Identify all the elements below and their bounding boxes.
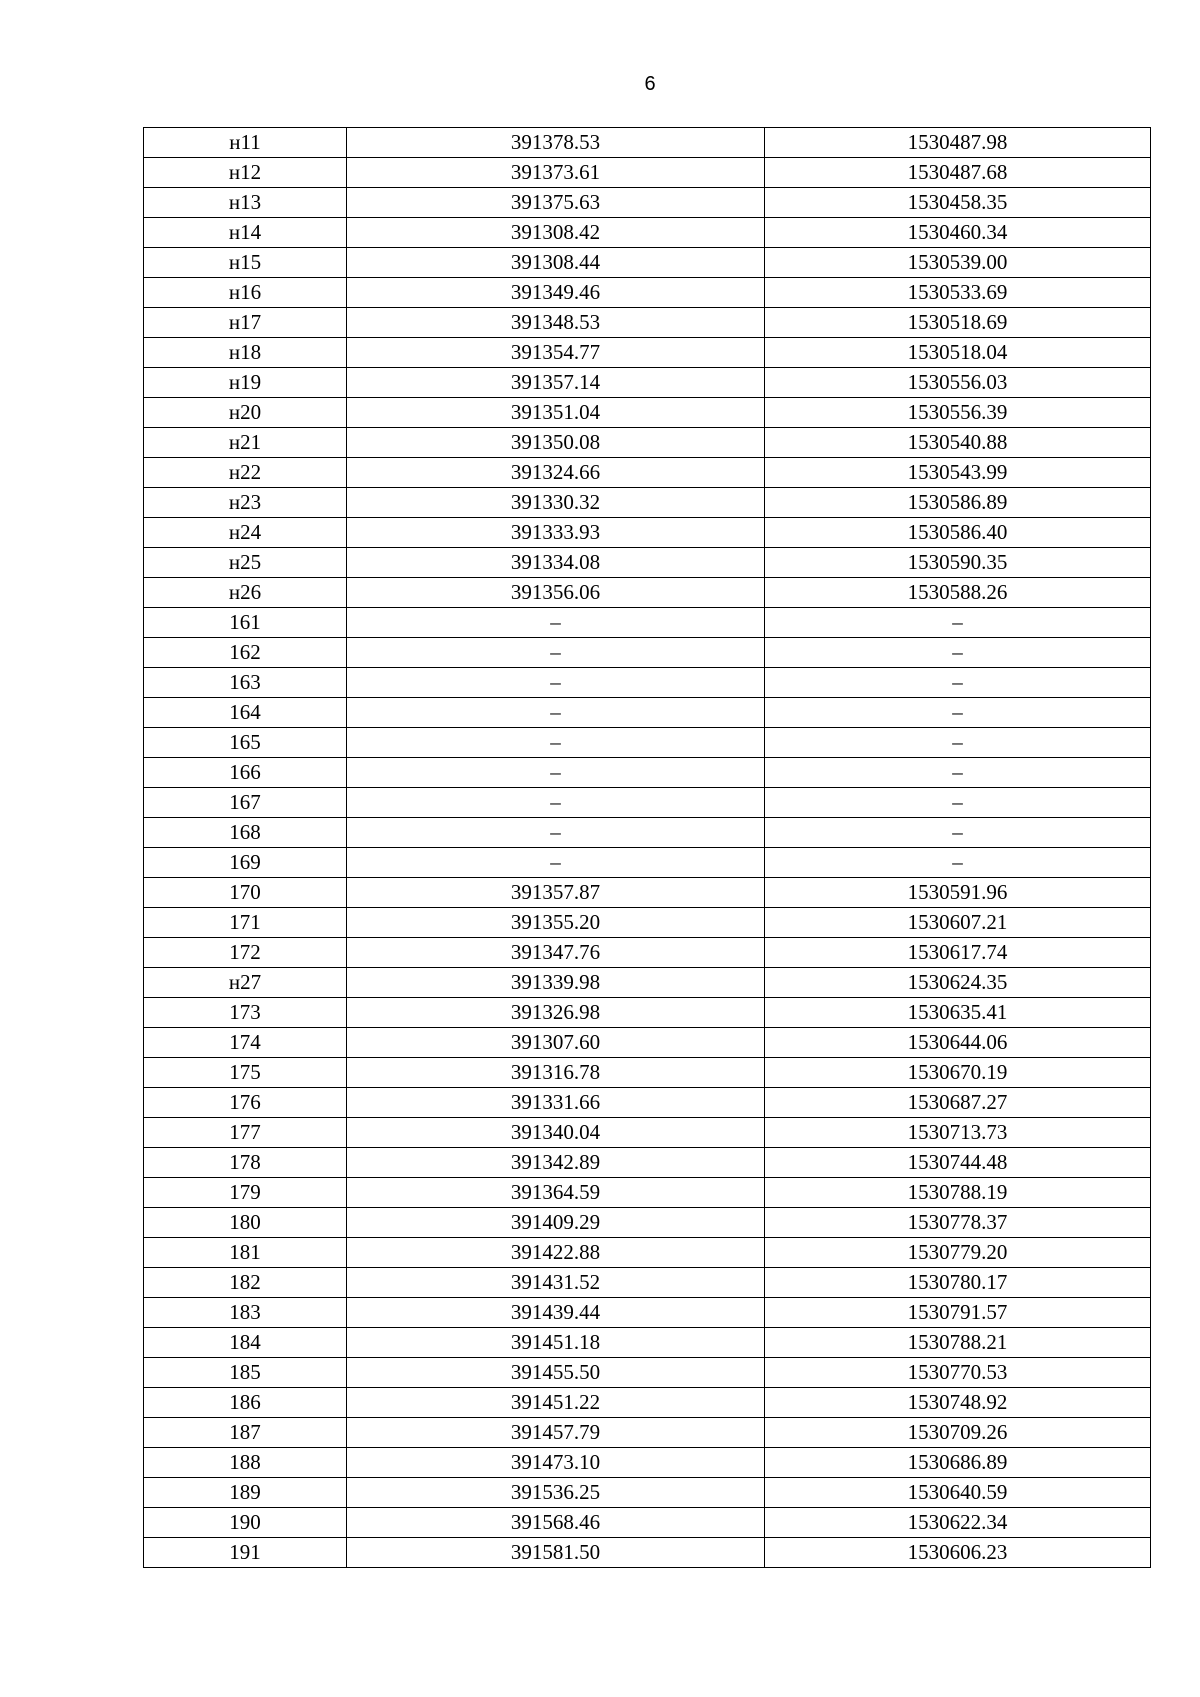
x-coordinate-cell: 391457.79 [347,1418,765,1448]
table-row [144,1238,1151,1268]
table-row [144,698,1151,728]
y-coordinate-cell: – [765,638,1151,668]
point-number-cell: 175 [144,1058,347,1088]
y-coordinate-cell: 1530588.26 [765,578,1151,608]
x-coordinate-cell: 391331.66 [347,1088,765,1118]
y-coordinate-cell: 1530788.19 [765,1178,1151,1208]
y-coordinate-cell: 1530624.35 [765,968,1151,998]
table-row [144,938,1151,968]
coordinates-table [143,127,1151,1568]
table-row [144,428,1151,458]
x-coordinate-cell: 391422.88 [347,1238,765,1268]
table-row [144,848,1151,878]
table-row [144,1358,1151,1388]
point-number-cell: 162 [144,638,347,668]
y-coordinate-cell: 1530487.68 [765,158,1151,188]
table-row [144,788,1151,818]
y-coordinate-cell: 1530779.20 [765,1238,1151,1268]
point-number-cell: 163 [144,668,347,698]
y-coordinate-cell: 1530635.41 [765,998,1151,1028]
point-number-cell: 177 [144,1118,347,1148]
y-coordinate-cell: 1530556.39 [765,398,1151,428]
table-row [144,308,1151,338]
point-number-cell: 187 [144,1418,347,1448]
y-coordinate-cell: – [765,698,1151,728]
point-number-cell: 161 [144,608,347,638]
x-coordinate-cell: 391455.50 [347,1358,765,1388]
x-coordinate-cell: 391340.04 [347,1118,765,1148]
table-row [144,1148,1151,1178]
y-coordinate-cell: 1530622.34 [765,1508,1151,1538]
table-row [144,638,1151,668]
y-coordinate-cell: 1530556.03 [765,368,1151,398]
x-coordinate-cell: 391308.42 [347,218,765,248]
x-coordinate-cell: – [347,818,765,848]
point-number-cell: 170 [144,878,347,908]
table-row [144,1418,1151,1448]
point-number-cell: н27 [144,968,347,998]
y-coordinate-cell: – [765,818,1151,848]
x-coordinate-cell: 391373.61 [347,158,765,188]
table-row [144,458,1151,488]
y-coordinate-cell: 1530518.04 [765,338,1151,368]
point-number-cell: 165 [144,728,347,758]
point-number-cell: н26 [144,578,347,608]
point-number-cell: 186 [144,1388,347,1418]
x-coordinate-cell: 391342.89 [347,1148,765,1178]
x-coordinate-cell: 391349.46 [347,278,765,308]
x-coordinate-cell: 391333.93 [347,518,765,548]
table-row [144,968,1151,998]
table-row [144,548,1151,578]
point-number-cell: 191 [144,1538,347,1568]
table-row [144,1118,1151,1148]
x-coordinate-cell: 391334.08 [347,548,765,578]
point-number-cell: 178 [144,1148,347,1178]
table-row [144,218,1151,248]
table-row [144,878,1151,908]
x-coordinate-cell: – [347,728,765,758]
y-coordinate-cell: 1530686.89 [765,1448,1151,1478]
x-coordinate-cell: – [347,788,765,818]
x-coordinate-cell: 391354.77 [347,338,765,368]
x-coordinate-cell: 391431.52 [347,1268,765,1298]
y-coordinate-cell: 1530606.23 [765,1538,1151,1568]
table-row [144,518,1151,548]
y-coordinate-cell: 1530617.74 [765,938,1151,968]
point-number-cell: 168 [144,818,347,848]
page-number: 6 [644,73,656,95]
table-row [144,1088,1151,1118]
x-coordinate-cell: 391316.78 [347,1058,765,1088]
y-coordinate-cell: 1530644.06 [765,1028,1151,1058]
y-coordinate-cell: 1530586.40 [765,518,1151,548]
table-row [144,728,1151,758]
table-row [144,908,1151,938]
x-coordinate-cell: 391307.60 [347,1028,765,1058]
x-coordinate-cell: 391357.87 [347,878,765,908]
point-number-cell: 183 [144,1298,347,1328]
table-row [144,128,1151,158]
table-row [144,668,1151,698]
table-row [144,368,1151,398]
x-coordinate-cell: 391308.44 [347,248,765,278]
x-coordinate-cell: 391339.98 [347,968,765,998]
point-number-cell: 173 [144,998,347,1028]
table-row [144,1028,1151,1058]
table-row [144,758,1151,788]
y-coordinate-cell: 1530791.57 [765,1298,1151,1328]
y-coordinate-cell: 1530778.37 [765,1208,1151,1238]
point-number-cell: 171 [144,908,347,938]
point-number-cell: н12 [144,158,347,188]
x-coordinate-cell: 391364.59 [347,1178,765,1208]
x-coordinate-cell: 391409.29 [347,1208,765,1238]
y-coordinate-cell: 1530460.34 [765,218,1151,248]
table-row [144,1208,1151,1238]
x-coordinate-cell: – [347,668,765,698]
point-number-cell: 182 [144,1268,347,1298]
y-coordinate-cell: 1530590.35 [765,548,1151,578]
point-number-cell: 166 [144,758,347,788]
table-row [144,1478,1151,1508]
point-number-cell: н15 [144,248,347,278]
y-coordinate-cell: 1530539.00 [765,248,1151,278]
x-coordinate-cell: 391473.10 [347,1448,765,1478]
y-coordinate-cell: 1530518.69 [765,308,1151,338]
y-coordinate-cell: – [765,758,1151,788]
point-number-cell: н13 [144,188,347,218]
table-row [144,1178,1151,1208]
point-number-cell: 176 [144,1088,347,1118]
table-row [144,1508,1151,1538]
point-number-cell: н18 [144,338,347,368]
x-coordinate-cell: 391350.08 [347,428,765,458]
y-coordinate-cell: 1530670.19 [765,1058,1151,1088]
point-number-cell: н22 [144,458,347,488]
x-coordinate-cell: 391356.06 [347,578,765,608]
y-coordinate-cell: – [765,668,1151,698]
x-coordinate-cell: – [347,638,765,668]
point-number-cell: н14 [144,218,347,248]
y-coordinate-cell: – [765,848,1151,878]
x-coordinate-cell: – [347,848,765,878]
table-row [144,488,1151,518]
point-number-cell: 190 [144,1508,347,1538]
x-coordinate-cell: – [347,608,765,638]
coordinates-table-body [144,128,1151,1568]
x-coordinate-cell: 391326.98 [347,998,765,1028]
x-coordinate-cell: 391347.76 [347,938,765,968]
point-number-cell: н23 [144,488,347,518]
y-coordinate-cell: – [765,788,1151,818]
x-coordinate-cell: 391351.04 [347,398,765,428]
table-row [144,188,1151,218]
table-row [144,608,1151,638]
point-number-cell: 169 [144,848,347,878]
table-row [144,578,1151,608]
table-row [144,1298,1151,1328]
y-coordinate-cell: – [765,608,1151,638]
x-coordinate-cell: 391324.66 [347,458,765,488]
table-row [144,1058,1151,1088]
y-coordinate-cell: – [765,728,1151,758]
y-coordinate-cell: 1530586.89 [765,488,1151,518]
table-row [144,158,1151,188]
x-coordinate-cell: 391581.50 [347,1538,765,1568]
y-coordinate-cell: 1530713.73 [765,1118,1151,1148]
point-number-cell: н21 [144,428,347,458]
x-coordinate-cell: 391439.44 [347,1298,765,1328]
point-number-cell: н25 [144,548,347,578]
y-coordinate-cell: 1530487.98 [765,128,1151,158]
x-coordinate-cell: 391375.63 [347,188,765,218]
point-number-cell: 184 [144,1328,347,1358]
point-number-cell: н17 [144,308,347,338]
table-row [144,248,1151,278]
x-coordinate-cell: 391378.53 [347,128,765,158]
y-coordinate-cell: 1530744.48 [765,1148,1151,1178]
table-row [144,1388,1151,1418]
table-row [144,1328,1151,1358]
point-number-cell: 179 [144,1178,347,1208]
x-coordinate-cell: 391536.25 [347,1478,765,1508]
table-row [144,338,1151,368]
y-coordinate-cell: 1530788.21 [765,1328,1151,1358]
y-coordinate-cell: 1530770.53 [765,1358,1151,1388]
table-row [144,1538,1151,1568]
point-number-cell: 174 [144,1028,347,1058]
point-number-cell: н20 [144,398,347,428]
point-number-cell: 167 [144,788,347,818]
table-row [144,818,1151,848]
y-coordinate-cell: 1530458.35 [765,188,1151,218]
point-number-cell: 164 [144,698,347,728]
table-row [144,1448,1151,1478]
point-number-cell: 180 [144,1208,347,1238]
x-coordinate-cell: 391330.32 [347,488,765,518]
y-coordinate-cell: 1530748.92 [765,1388,1151,1418]
y-coordinate-cell: 1530780.17 [765,1268,1151,1298]
x-coordinate-cell: – [347,758,765,788]
y-coordinate-cell: 1530607.21 [765,908,1151,938]
point-number-cell: 181 [144,1238,347,1268]
x-coordinate-cell: 391568.46 [347,1508,765,1538]
y-coordinate-cell: 1530640.59 [765,1478,1151,1508]
point-number-cell: н24 [144,518,347,548]
point-number-cell: 185 [144,1358,347,1388]
point-number-cell: 189 [144,1478,347,1508]
point-number-cell: н19 [144,368,347,398]
y-coordinate-cell: 1530533.69 [765,278,1151,308]
table-row [144,398,1151,428]
y-coordinate-cell: 1530687.27 [765,1088,1151,1118]
table-row [144,998,1151,1028]
x-coordinate-cell: 391348.53 [347,308,765,338]
x-coordinate-cell: – [347,698,765,728]
x-coordinate-cell: 391355.20 [347,908,765,938]
y-coordinate-cell: 1530591.96 [765,878,1151,908]
x-coordinate-cell: 391357.14 [347,368,765,398]
point-number-cell: 172 [144,938,347,968]
point-number-cell: н11 [144,128,347,158]
point-number-cell: 188 [144,1448,347,1478]
y-coordinate-cell: 1530540.88 [765,428,1151,458]
point-number-cell: н16 [144,278,347,308]
y-coordinate-cell: 1530543.99 [765,458,1151,488]
y-coordinate-cell: 1530709.26 [765,1418,1151,1448]
table-row [144,278,1151,308]
x-coordinate-cell: 391451.22 [347,1388,765,1418]
table-row [144,1268,1151,1298]
x-coordinate-cell: 391451.18 [347,1328,765,1358]
